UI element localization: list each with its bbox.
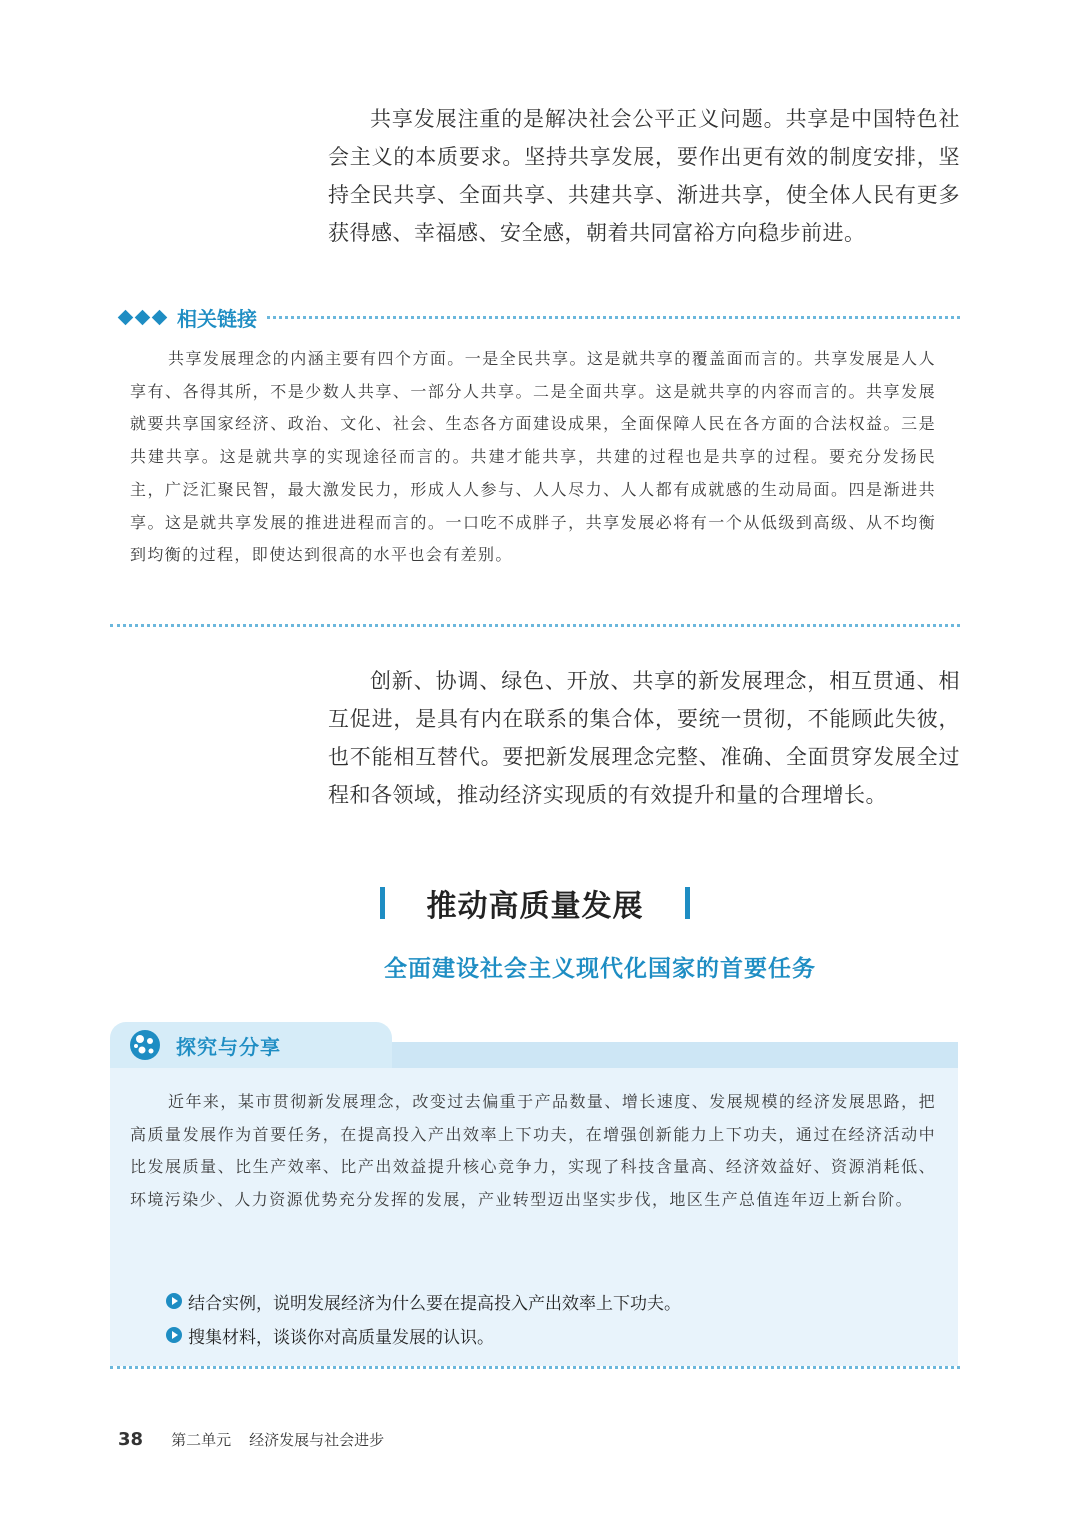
heading-bar-right xyxy=(685,887,690,919)
related-link-title: 相关链接 xyxy=(177,306,257,331)
paragraph-shared-development: 共享发展注重的是解决社会公平正义问题。共享是中国特色社会主义的本质要求。坚持共享发展，要作出更有效的制度安排，坚持全民共享、全面共享、共建共享、渐进共享，使全体人民有更多获得感、幸福感、安全感，朝着共同富裕方向稳步前进。 xyxy=(328,107,960,245)
page-number: 38 xyxy=(118,1428,144,1450)
diamond-icon xyxy=(120,312,165,323)
paragraph-new-development-concepts: 创新、协调、绿色、开放、共享的新发展理念，相互贯通、相互促进，是具有内在联系的集合体，要统一贯彻，不能顾此失彼，也不能相互替代。要把新发展理念完整、准确、全面贯穿发展全过程和各领域，推动经济实现质的有效提升和量的合理增长。 xyxy=(328,669,960,807)
dotted-divider xyxy=(267,316,960,319)
list-item xyxy=(166,1284,946,1318)
section-subtitle: 全面建设社会主义现代化国家的首要任务 xyxy=(384,956,816,982)
related-link-header xyxy=(120,302,960,332)
arrow-bullet-icon xyxy=(166,1327,182,1343)
dotted-divider xyxy=(110,624,960,627)
arrow-bullet-icon xyxy=(166,1293,182,1309)
question-text: 结合实例，说明发展经济为什么要在提高投入产出效率上下功夫。 xyxy=(188,1293,681,1314)
section-title: 推动高质量发展 xyxy=(426,889,644,924)
page-footer xyxy=(118,1424,384,1454)
explore-title: 探究与分享 xyxy=(176,1034,281,1059)
dotted-divider xyxy=(110,1366,960,1369)
explore-header-tab xyxy=(110,1022,392,1068)
explore-body: 近年来，某市贯彻新发展理念，改变过去偏重于产品数量、增长速度、发展规模的经济发展思路，把高质量发展作为首要任务，在提高投入产出效率上下功夫，在增强创新能力上下功夫，通过在经济活动中比发展质量、比生产效率、比产出效益提升核心竞争力，实现了科技含量高、经济效益好、资源消耗低、环境污染少、人力资源优势充分发挥的发展，产业转型迈出坚实步伐，地区生产总值连年迈上新台阶。 xyxy=(130,1092,936,1210)
unit-name: 经济发展与社会进步 xyxy=(249,1430,385,1449)
related-link-body: 共享发展理念的内涵主要有四个方面。一是全民共享。这是就共享的覆盖面而言的。共享发展是人人享有、各得其所，不是少数人共享、一部分人共享。二是全面共享。这是就共享的内容而言的。共享发展就要共享国家经济、政治、文化、社会、生态各方面建设成果，全面保障人民在各方面的合法权益。三是共建共享。这是就共享的实现途径而言的。共建才能共享，共建的过程也是共享的过程。要充分发扬民主，广泛汇聚民智，最大激发民力，形成人人参与、人人尽力、人人都有成就感的生动局面。四是渐进共享。这是就共享发展的推进进程而言的。一口吃不成胖子，共享发展必将有一个从低级到高级、从不均衡到均衡的过程，即使达到很高的水平也会有差别。 xyxy=(130,349,936,565)
explore-questions xyxy=(166,1284,946,1352)
molecule-icon xyxy=(128,1028,162,1062)
question-text: 搜集材料，谈谈你对高质量发展的认识。 xyxy=(188,1327,494,1348)
unit-label: 第二单元 xyxy=(171,1430,232,1449)
section-heading xyxy=(380,878,690,928)
list-item xyxy=(166,1318,946,1352)
heading-bar-left xyxy=(380,887,385,919)
